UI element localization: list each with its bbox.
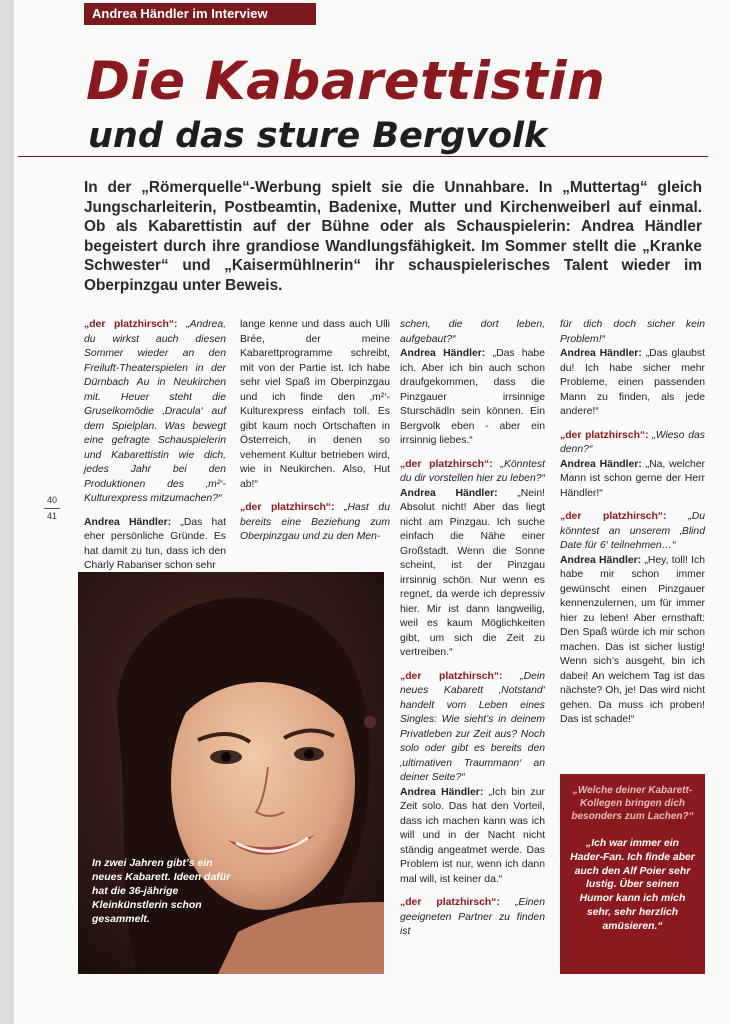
- section-tag: Andrea Händler im Interview: [84, 3, 316, 25]
- question-paragraph: [400, 318, 545, 347]
- question-text: „Andrea, du wirkst auch diesen Sommer wieder an den Freiluft-Theaterspielen in der Dürnbach Au in Neukirchen mit. Heuer steht die Gruselkomödie ‚Dracula‘ auf dem Spielplan. Was bewegt eine gefragte Schauspielerin und Kabarettistin wie dich, jedes Jahr bei den Produktionen des ‚m²‘-Kulturexpress mitzumachen?“: [84, 319, 226, 504]
- interviewer-label: „der platzhirsch“:: [240, 502, 335, 513]
- answer-paragraph: [400, 487, 545, 661]
- speaker-label: Andrea Händler:: [560, 458, 642, 470]
- question-text: „Du könntest an unserem ‚Blind Date für 6‘ teilnehmen…“: [560, 511, 705, 551]
- answer-paragraph: [560, 347, 705, 420]
- question-text: schen, die dort leben, aufgebaut?“: [400, 319, 545, 345]
- interviewer-label: „der platzhirsch“:: [400, 897, 500, 908]
- question-paragraph: [400, 670, 545, 786]
- sidebar-answer: „Ich war immer ein Hader-Fan. Ich finde aber auch den Alf Poier sehr lustig. Über seinen Humor kann ich mich sehr, sehr herzlich amüsieren.“: [570, 838, 695, 932]
- page-number-right: 41: [46, 511, 57, 521]
- question-paragraph: [240, 501, 390, 545]
- answer-paragraph: [560, 458, 705, 502]
- answer-paragraph: [560, 554, 705, 728]
- portrait-photo: [78, 572, 384, 974]
- page-numbers: [44, 494, 60, 523]
- answer-text: „Das habe ich. Aber ich bin auch schon draufgekommen, dass die Pinzgauer irrsinnige Sturschädln sein können. Ein Bergvolk eben - aber ein irrsinnig liebes.“: [400, 348, 545, 446]
- answer-paragraph: [240, 318, 390, 492]
- question-text: für dich doch sicher kein Problem!“: [560, 319, 705, 345]
- question-paragraph: [400, 896, 545, 940]
- answer-text: „Na, welcher Mann ist schon gerne der Herr Händler!“: [560, 458, 705, 499]
- answer-paragraph: [400, 786, 545, 888]
- page-number-left: 40: [46, 495, 57, 505]
- article-column-1: [84, 318, 226, 574]
- headline: Die Kabarettistin: [86, 51, 606, 112]
- speaker-label: Andrea Händler:: [400, 786, 484, 798]
- speaker-label: Andrea Händler:: [560, 348, 642, 359]
- article-column-4: [560, 318, 705, 728]
- question-text: „Dein neues Kabarett ‚Notstand‘ handelt vom Leben eines Singles: Wie sieht’s in deinem Privatleben zur Zeit aus? Noch solo oder gibt es bereits den ‚ultimativen Traummann‘ an deiner Seite?“: [400, 670, 545, 783]
- answer-paragraph: [400, 347, 545, 449]
- interviewer-label: „der platzhirsch“:: [560, 429, 649, 441]
- question-paragraph: [560, 318, 705, 347]
- speaker-label: Andrea Händler:: [400, 348, 486, 359]
- interviewer-label: „der platzhirsch“:: [84, 319, 178, 330]
- subheadline: und das sture Bergvolk: [88, 116, 548, 156]
- question-paragraph: [560, 429, 705, 458]
- answer-text: „Ich bin zur Zeit solo. Das hat den Vorteil, dass ich machen kann was ich will und in der Nacht nicht ständig angeatmet werde. Das Problem ist nur, wenn ich dann mal will, ist keiner da.“: [400, 786, 545, 885]
- question-paragraph: [560, 510, 705, 554]
- answer-paragraph: [84, 516, 226, 574]
- question-text: „Könntest du dir vorstellen hier zu leben?“: [400, 458, 545, 484]
- page-number-divider: [44, 508, 60, 509]
- question-paragraph: [400, 458, 545, 487]
- question-text: „Wieso das denn?“: [560, 429, 705, 455]
- answer-text: lange kenne und dass auch Ulli Brée, der meine Kabarettprogramme schreibt, mit von der Partie ist. Ich habe sehr viel Spaß im Oberpinzgau und ich finde den ‚m²‘-Kulturexpress einfach toll. Es gibt kaum noch Ortschaften in Österreich, in denen so vehement Kultur betrieben wird, wie in Neukirchen. Also, Hut ab!“: [240, 319, 390, 490]
- answer-text: „Das glaubst du! Ich habe sicher mehr Probleme, einen passenden Mann zu finden, als jede andere!“: [560, 348, 705, 417]
- answer-text: „Das hat eher persönliche Gründe. Es hat damit zu tun, dass ich den Charly Rabanser schon sehr: [84, 516, 226, 571]
- speaker-label: Andrea Händler:: [560, 554, 642, 566]
- headline-rule: [18, 156, 708, 157]
- article-column-3: [400, 318, 545, 940]
- question-text: „Hast du bereits eine Beziehung zum Oberpinzgau und zu den Men-: [240, 502, 390, 542]
- article-column-2: [240, 318, 390, 545]
- speaker-label: Andrea Händler:: [84, 516, 172, 528]
- question-paragraph: [84, 318, 226, 507]
- sidebar-quote-box: [560, 774, 705, 974]
- sidebar-question: „Welche deiner Kabarett-Kollegen bringen dich besonders zum Lachen?“: [571, 785, 694, 822]
- interviewer-label: „der platzhirsch“:: [400, 458, 493, 470]
- photo-caption: In zwei Jahren gibt’s ein neues Kabarett. Ideen dafür hat die 36-jährige Kleinkünstlerin schon gesammelt.: [92, 857, 231, 925]
- interviewer-label: „der platzhirsch“:: [400, 670, 503, 682]
- answer-text: „Nein! Absolut nicht! Aber das liegt nicht am Pinzgau. Ich suche einfach die Nähe einer Großstadt. Wenn die Sonne scheint, ist der Pinzgau irrsinnig schön. Nur wenn es regnet, da werde ich depressiv hier. Mir ist dann langweilig, weil es kaum Möglichkeiten gibt, um sich die Zeit zu vertreiben.“: [400, 487, 545, 658]
- question-text: „Einen geeigneten Partner zu finden ist: [400, 897, 545, 937]
- lead-paragraph: In der „Römerquelle“-Werbung spielt sie die Unnahbare. In „Muttertag“ gleich Jungscharleiterin, Postbeamtin, Badenixe, Mutter und Kirchenweiberl auf einmal. Ob als Kabarettistin auf der Bühne oder als Schauspielerin: Andrea Händler begeistert durch ihre grandiose Wandlungsfähigkeit. Im Sommer stellt die „Kranke Schwester“ und „Kaisermühlnerin“ ihr schauspielerisches Talent wieder im Oberpinzgau unter Beweis.: [84, 179, 702, 294]
- interviewer-label: „der platzhirsch“:: [560, 511, 667, 522]
- answer-text: „Hey, toll! Ich habe mir schon immer gewünscht einen Pinzgauer kennenzulernen, um für immer hier zu leben! Aber ernsthaft: Den Spaß würde ich mir schon machen. Das ist sicher lustig! Wenn sich’s ausgeht, bin ich dabei! An welchem Tag ist das nächste? Oh, je! Das wird nicht gehen. Da muss ich proben! Das ist schade!“: [560, 554, 705, 725]
- speaker-label: Andrea Händler:: [400, 487, 498, 499]
- page-spine: [0, 0, 14, 1024]
